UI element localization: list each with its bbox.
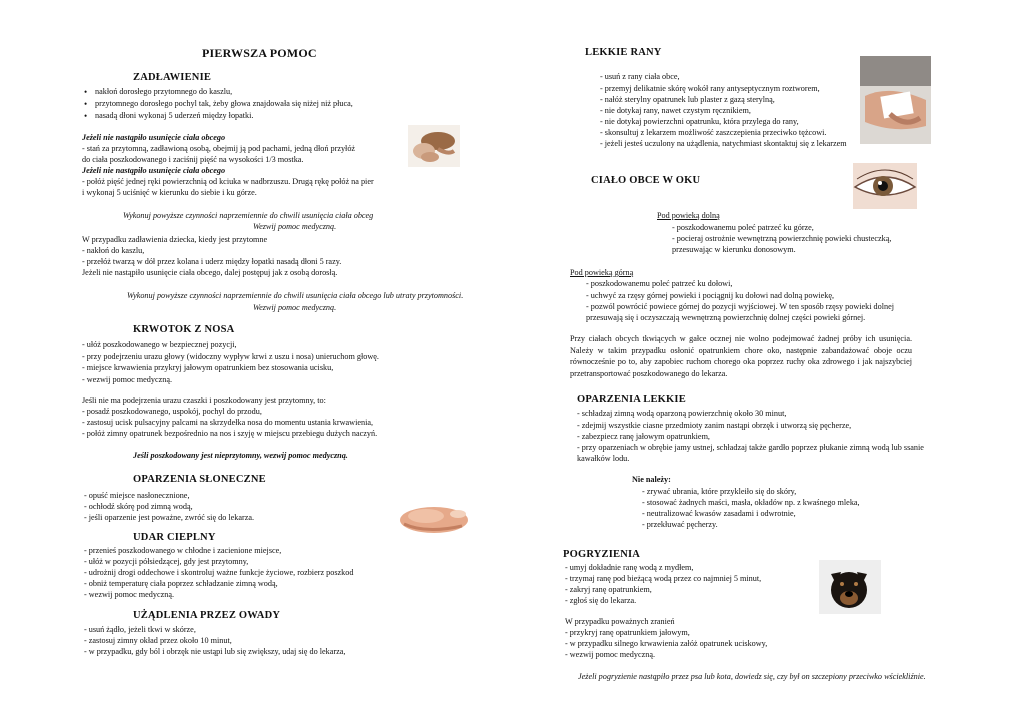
text-line: W przypadku poważnych zranień	[565, 617, 675, 626]
paragraph: Przy ciałach obcych tkwiących w gałce ocznej nie wolno podejmować żadnej próby ich usunięcia. Należy w takim przypadku osłonić opatrunkiem chore oko, następnie zabandażować oboje oczu równocześnie po to, aby zapobiec ruchom chorego oka poprzez ruchy oka zdrowego i jak najszybciej przetransportować poszkodowanego do lekarza.	[570, 334, 912, 378]
text-line: - miejsce krwawienia przykryj jałowym opatrunkiem bez stosowania ucisku,	[82, 363, 334, 372]
bullet-dot: •	[84, 99, 88, 109]
text-line: - połóż pięść jednej ręki powierzchnią od kciuka w nadbrzuszu. Drugą rękę połóż na pier	[82, 177, 374, 186]
heading-oparzenia-sloneczne: OPARZENIA SŁONECZNE	[133, 474, 266, 485]
text-line: - poszkodowanemu poleć patrzeć ku dołowi,	[586, 279, 733, 288]
text-line: - zdejmij wszystkie ciasne przedmioty zanim nastąpi obrzęk i utworzą się pęcherze,	[577, 421, 852, 430]
text-line: - neutralizować kwasów zasadami i odwrotnie,	[642, 509, 796, 518]
text-line: - obniż temperaturę ciała poprzez schładzanie zimną wodą,	[84, 579, 278, 588]
eye-photo	[853, 163, 917, 209]
text-line: - umyj dokładnie ranę wodą z mydłem,	[565, 563, 694, 572]
sunburn-hand-photo	[396, 498, 474, 540]
text-line: - połóż zimny opatrunek bezpośrednio na nos i szyję w miejscu przebiegu dużych naczyń.	[82, 429, 378, 438]
text-line: - w przypadku silnego krwawienia załóż opatrunek uciskowy,	[565, 639, 768, 648]
text-line: - nakłoń do kaszlu,	[82, 246, 145, 255]
text-line: - trzymaj ranę pod bieżącą wodą przez co najmniej 5 minut,	[565, 574, 762, 583]
bullet-dot: •	[84, 111, 88, 121]
text-line: - posadź poszkodowanego, uspokój, pochyl do przodu,	[82, 407, 262, 416]
text-line: - stań za przytomną, zadławioną osobą, obejmij ją pod pachami, jedną dłoń przyłóż	[82, 144, 356, 153]
subheading: Pod powieką górną	[570, 268, 634, 277]
text-line: - nie dotykaj powierzchni opatrunku, która przylega do rany,	[600, 117, 799, 126]
subheading: Nie należy:	[632, 475, 671, 484]
subheading: Jeżeli nie nastąpiło usunięcie ciała obcego	[82, 166, 226, 175]
text-line: przesuwają się i oczyszczają wewnętrzną powierzchnię dolnej części powieki górnej.	[586, 313, 866, 322]
heading-uzadlenia: UŻĄDLENIA PRZEZ OWADY	[133, 610, 281, 621]
text-line: - stosować żadnych maści, masła, okładów np. z kwaśnego mleka,	[642, 498, 860, 507]
text-line: W przypadku zadławienia dziecka, kiedy jest przytomne	[82, 235, 268, 244]
choking-photo	[408, 125, 460, 167]
text-line: do ciała poszkodowanego i zaciśnij pięść na wysokości 1/3 mostka.	[82, 155, 304, 164]
italic-note: Wezwij pomoc medyczną.	[253, 303, 337, 312]
text-line: Jeżeli nie nastąpiło usunięcie ciała obcego, dalej postępuj jak z osobą dorosłą.	[82, 268, 338, 277]
subheading: Pod powieką dolną	[657, 211, 720, 220]
text-line: - wezwij pomoc medyczną.	[84, 590, 175, 599]
italic-note: Wezwij pomoc medyczną.	[253, 222, 337, 231]
text-line: - pozwól powrócić powiece górnej do pozycji wyjściowej. W ten sposób rzęsy powieki dolnej	[586, 302, 895, 311]
text-line: - ochłodź skórę pod zimną wodą,	[84, 502, 193, 511]
text-line: - skonsultuj z lekarzem możliwość zaszczepienia przeciwko tężcowi.	[600, 128, 827, 137]
italic-note: Jeśli poszkodowany jest nieprzytomny, wezwij pomoc medyczną.	[133, 451, 348, 460]
text-line: - przenieś poszkodowanego w chłodne i zacienione miejsce,	[84, 546, 282, 555]
text-line: - ułóż poszkodowanego w bezpiecznej pozycji,	[82, 340, 237, 349]
bullet-text: nakłoń dorosłego przytomnego do kaszlu,	[95, 87, 233, 96]
text-line: - zastosuj ucisk pulsacyjny palcami na skrzydełka nosa do momentu ustania krwawienia,	[82, 418, 374, 427]
text-line: - w przypadku, gdy ból i obrzęk nie ustąpi lub się zwiększy, udaj się do lekarza,	[84, 647, 346, 656]
text-line: - zakryj ranę opatrunkiem,	[565, 585, 652, 594]
text-line: przesuwając w kierunku donosowym.	[672, 245, 796, 254]
text-line: - wezwij pomoc medyczną.	[565, 650, 656, 659]
heading-krwotok: KRWOTOK Z NOSA	[133, 324, 235, 335]
heading-zadlawienie: ZADŁAWIENIE	[133, 72, 212, 83]
italic-note: Jeżeli pogryzienie nastąpiło przez psa lub kota, dowiedz się, czy był on szczepiony przeciwko wściekliźnie.	[578, 672, 926, 681]
text-line: - przemyj delikatnie skórę wokół rany antyseptycznym roztworem,	[600, 84, 820, 93]
text-line: - zabezpiecz ranę jałowym opatrunkiem,	[577, 432, 710, 441]
text-line: - nałóż sterylny opatrunek lub plaster z gazą sterylną,	[600, 95, 775, 104]
text-line: - przykryj ranę opatrunkiem jałowym,	[565, 628, 690, 637]
text-line: - ułóż w pozycji półsiedzącej, gdy jest przytomny,	[84, 557, 249, 566]
text-line: - przy podejrzeniu urazu głowy (widoczny wypływ krwi z uszu i nosa) unieruchom głowę.	[82, 352, 379, 361]
text-line: - pocieraj ostrożnie wewnętrzną powierzchnię powieki chusteczką,	[672, 234, 892, 243]
italic-note: Wykonuj powyższe czynności naprzemiennie do chwili usunięcia ciała obcego lub utraty przytomności.	[127, 291, 464, 300]
text-line: - zrywać ubrania, które przykleiło się do skóry,	[642, 487, 797, 496]
text-line: - schładzaj zimną wodą oparzoną powierzchnię około 30 minut,	[577, 409, 787, 418]
text-line: - opuść miejsce nasłonecznione,	[84, 491, 190, 500]
text-line: - jeżeli jesteś uczulony na użądlenia, natychmiast skontaktuj się z lekarzem	[600, 139, 847, 148]
document-title: PIERWSZA POMOC	[202, 46, 317, 60]
heading-oparzenia-lekkie: OPARZENIA LEKKIE	[577, 394, 686, 405]
heading-pogryzienia: POGRYZIENIA	[563, 549, 641, 560]
text-line: - wezwij pomoc medyczną.	[82, 375, 173, 384]
text-line: - nie dotykaj rany, nawet czystym ręcznikiem,	[600, 106, 751, 115]
heading-lekkie-rany: LEKKIE RANY	[585, 47, 662, 58]
text-line: - jeśli oparzenie jest poważne, zwróć się do lekarza.	[84, 513, 255, 522]
heading-udar: UDAR CIEPLNY	[133, 532, 216, 543]
bullet-dot: •	[84, 87, 88, 97]
text-line: Jeśli nie ma podejrzenia urazu czaszki i poszkodowany jest przytomny, to:	[82, 396, 326, 405]
text-line: - poszkodowanemu poleć patrzeć ku górze,	[672, 223, 814, 232]
bandaged-hand-photo	[860, 56, 931, 144]
text-line: kawałków lodu.	[577, 454, 630, 463]
bullet-text: przytomnego dorosłego pochyl tak, żeby głowa znajdowała się niżej niż płuca,	[95, 99, 353, 108]
text-line: - przekłuwać pęcherzy.	[642, 520, 718, 529]
bullet-text: nasadą dłoni wykonaj 5 uderzeń między łopatki.	[95, 111, 254, 120]
text-line: - udrożnij drogi oddechowe i skontroluj ważne funkcje życiowe, rozbierz poszkod	[84, 568, 354, 577]
text-line: - zastosuj zimny okład przez około 10 minut,	[84, 636, 232, 645]
italic-note: Wykonuj powyższe czynności naprzemiennie do chwili usunięcia ciała obceg	[123, 211, 374, 220]
text-line: - przełóż twarzą w dół przez kolana i uderz między łopatki nasadą dłoni 5 razy.	[82, 257, 342, 266]
text-line: - przy oparzeniach w obrębie jamy ustnej, schładzaj także gardło poprzez płukanie zimną wodą lub ssanie	[577, 443, 924, 452]
dog-photo	[819, 560, 881, 614]
subheading: Jeżeli nie nastąpiło usunięcie ciała obcego	[82, 133, 226, 142]
heading-cialo-obce: CIAŁO OBCE W OKU	[591, 175, 701, 186]
text-line: - usuń żądło, jeżeli tkwi w skórze,	[84, 625, 196, 634]
text-line: i wykonaj 5 uciśnięć w kierunku do siebie i ku górze.	[82, 188, 257, 197]
text-line: - usuń z rany ciała obce,	[600, 72, 680, 81]
text-line: - zgłoś się do lekarza.	[565, 596, 637, 605]
text-line: - uchwyć za rzęsy górnej powieki i pociągnij ku dołowi nad dolną powiekę,	[586, 291, 835, 300]
